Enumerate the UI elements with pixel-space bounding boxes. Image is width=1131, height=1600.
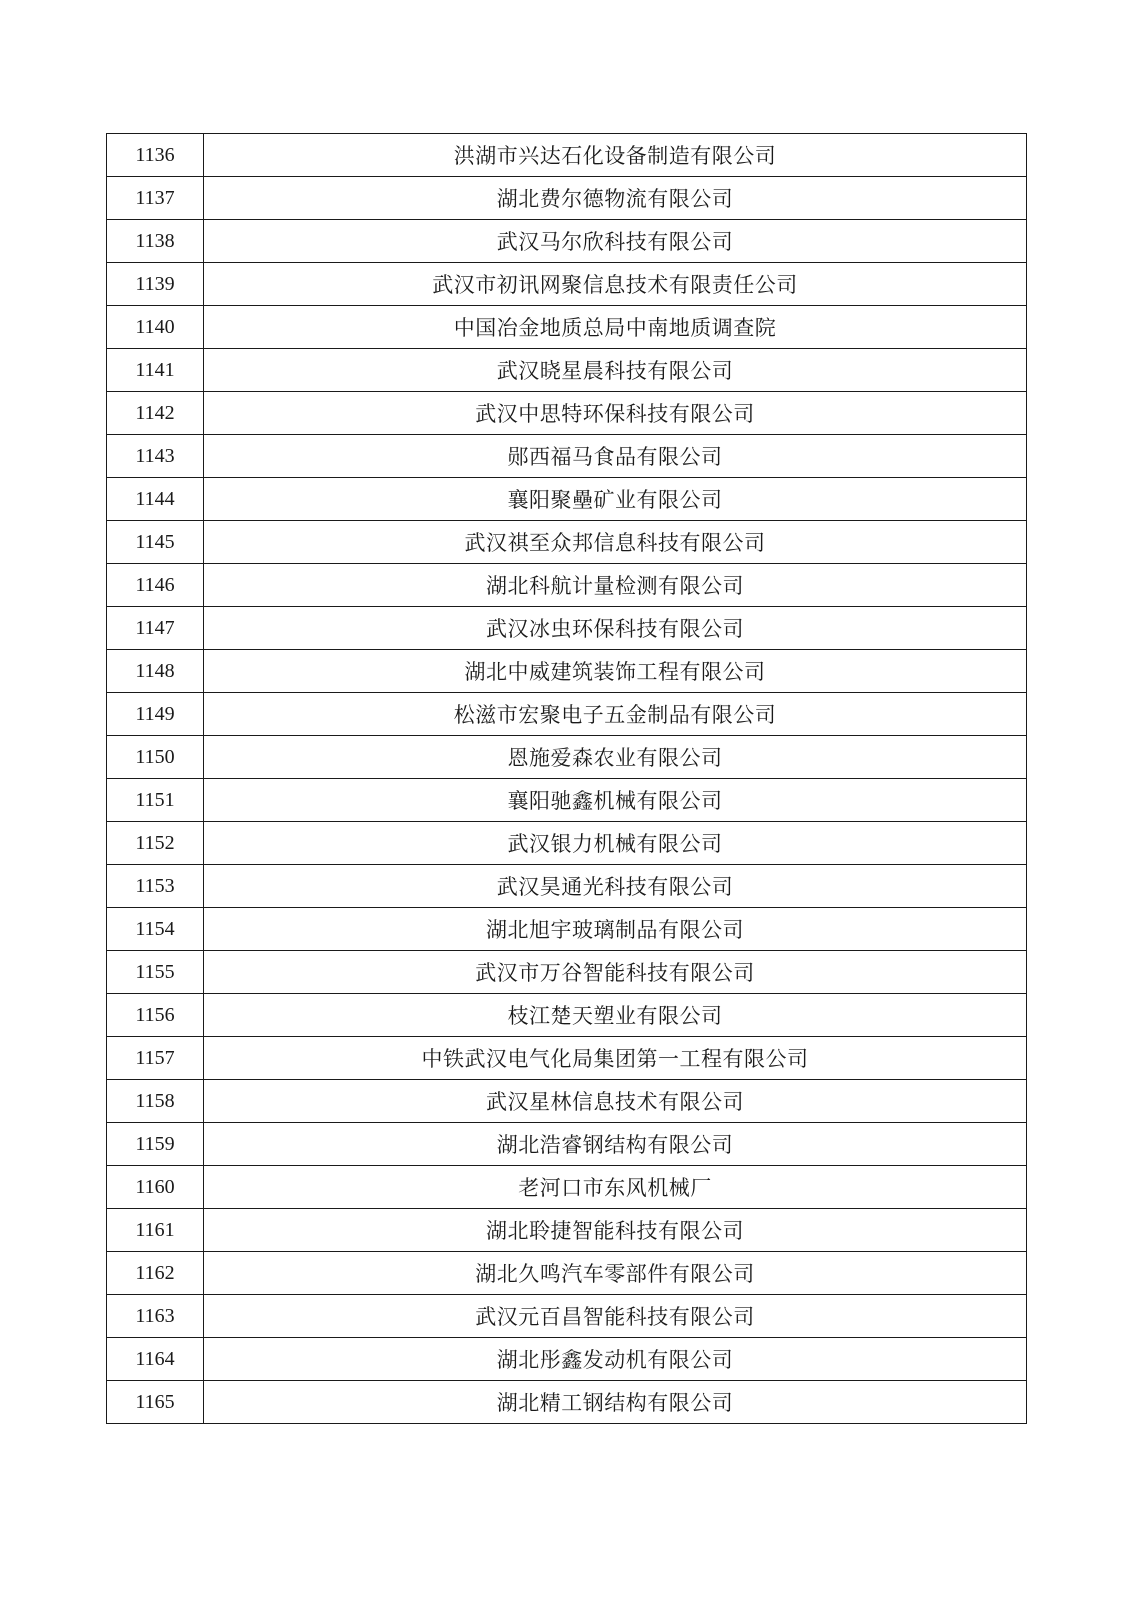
row-number-cell: 1144	[107, 478, 204, 521]
company-name-cell: 武汉银力机械有限公司	[204, 822, 1027, 865]
table-row	[107, 1295, 1027, 1338]
table-row	[107, 521, 1027, 564]
row-number-cell: 1143	[107, 435, 204, 478]
row-number-cell: 1142	[107, 392, 204, 435]
table-row	[107, 1037, 1027, 1080]
company-name-cell: 武汉市万谷智能科技有限公司	[204, 951, 1027, 994]
table-row	[107, 1252, 1027, 1295]
company-name-cell: 武汉星林信息技术有限公司	[204, 1080, 1027, 1123]
company-name-cell: 湖北费尔德物流有限公司	[204, 177, 1027, 220]
row-number-cell: 1153	[107, 865, 204, 908]
table-row	[107, 1338, 1027, 1381]
row-number-cell: 1165	[107, 1381, 204, 1424]
row-number-cell: 1146	[107, 564, 204, 607]
company-name-cell: 武汉马尔欣科技有限公司	[204, 220, 1027, 263]
row-number-cell: 1145	[107, 521, 204, 564]
row-number-cell: 1154	[107, 908, 204, 951]
company-name-cell: 湖北精工钢结构有限公司	[204, 1381, 1027, 1424]
table-row	[107, 1381, 1027, 1424]
company-name-cell: 枝江楚天塑业有限公司	[204, 994, 1027, 1037]
company-name-cell: 武汉冰虫环保科技有限公司	[204, 607, 1027, 650]
company-name-cell: 武汉晓星晨科技有限公司	[204, 349, 1027, 392]
table-row	[107, 693, 1027, 736]
table-row	[107, 134, 1027, 177]
table-row	[107, 478, 1027, 521]
table-row	[107, 220, 1027, 263]
company-name-cell: 恩施爱森农业有限公司	[204, 736, 1027, 779]
table-row	[107, 1123, 1027, 1166]
table-row	[107, 306, 1027, 349]
table-row	[107, 736, 1027, 779]
table-row	[107, 1080, 1027, 1123]
row-number-cell: 1163	[107, 1295, 204, 1338]
row-number-cell: 1150	[107, 736, 204, 779]
company-name-cell: 武汉元百昌智能科技有限公司	[204, 1295, 1027, 1338]
row-number-cell: 1158	[107, 1080, 204, 1123]
table-row	[107, 779, 1027, 822]
row-number-cell: 1160	[107, 1166, 204, 1209]
company-name-cell: 湖北浩睿钢结构有限公司	[204, 1123, 1027, 1166]
row-number-cell: 1152	[107, 822, 204, 865]
row-number-cell: 1148	[107, 650, 204, 693]
row-number-cell: 1141	[107, 349, 204, 392]
company-name-cell: 武汉市初讯网聚信息技术有限责任公司	[204, 263, 1027, 306]
company-name-cell: 湖北久鸣汽车零部件有限公司	[204, 1252, 1027, 1295]
table-row	[107, 263, 1027, 306]
company-name-cell: 松滋市宏聚电子五金制品有限公司	[204, 693, 1027, 736]
row-number-cell: 1157	[107, 1037, 204, 1080]
company-name-cell: 襄阳驰鑫机械有限公司	[204, 779, 1027, 822]
row-number-cell: 1140	[107, 306, 204, 349]
row-number-cell: 1136	[107, 134, 204, 177]
table-row	[107, 1166, 1027, 1209]
company-name-cell: 湖北彤鑫发动机有限公司	[204, 1338, 1027, 1381]
table-row	[107, 392, 1027, 435]
table-row	[107, 951, 1027, 994]
row-number-cell: 1164	[107, 1338, 204, 1381]
company-name-cell: 武汉中思特环保科技有限公司	[204, 392, 1027, 435]
row-number-cell: 1159	[107, 1123, 204, 1166]
company-name-cell: 武汉昊通光科技有限公司	[204, 865, 1027, 908]
table-body	[107, 134, 1027, 1424]
company-name-cell: 洪湖市兴达石化设备制造有限公司	[204, 134, 1027, 177]
company-name-cell: 湖北聆捷智能科技有限公司	[204, 1209, 1027, 1252]
company-name-cell: 中国冶金地质总局中南地质调查院	[204, 306, 1027, 349]
company-name-cell: 湖北旭宇玻璃制品有限公司	[204, 908, 1027, 951]
company-name-cell: 武汉祺至众邦信息科技有限公司	[204, 521, 1027, 564]
table-row	[107, 435, 1027, 478]
company-name-cell: 湖北中威建筑装饰工程有限公司	[204, 650, 1027, 693]
table-row	[107, 822, 1027, 865]
table-row	[107, 650, 1027, 693]
row-number-cell: 1162	[107, 1252, 204, 1295]
row-number-cell: 1149	[107, 693, 204, 736]
table-row	[107, 1209, 1027, 1252]
table-row	[107, 564, 1027, 607]
company-name-cell: 老河口市东风机械厂	[204, 1166, 1027, 1209]
company-list-table	[106, 133, 1027, 1424]
row-number-cell: 1156	[107, 994, 204, 1037]
row-number-cell: 1155	[107, 951, 204, 994]
company-name-cell: 郧西福马食品有限公司	[204, 435, 1027, 478]
table-row	[107, 908, 1027, 951]
row-number-cell: 1161	[107, 1209, 204, 1252]
table-row	[107, 349, 1027, 392]
company-name-cell: 襄阳聚壘矿业有限公司	[204, 478, 1027, 521]
row-number-cell: 1138	[107, 220, 204, 263]
row-number-cell: 1147	[107, 607, 204, 650]
table-row	[107, 177, 1027, 220]
table-row	[107, 865, 1027, 908]
row-number-cell: 1137	[107, 177, 204, 220]
company-name-cell: 湖北科航计量检测有限公司	[204, 564, 1027, 607]
row-number-cell: 1139	[107, 263, 204, 306]
table-row	[107, 994, 1027, 1037]
company-name-cell: 中铁武汉电气化局集团第一工程有限公司	[204, 1037, 1027, 1080]
row-number-cell: 1151	[107, 779, 204, 822]
table-row	[107, 607, 1027, 650]
